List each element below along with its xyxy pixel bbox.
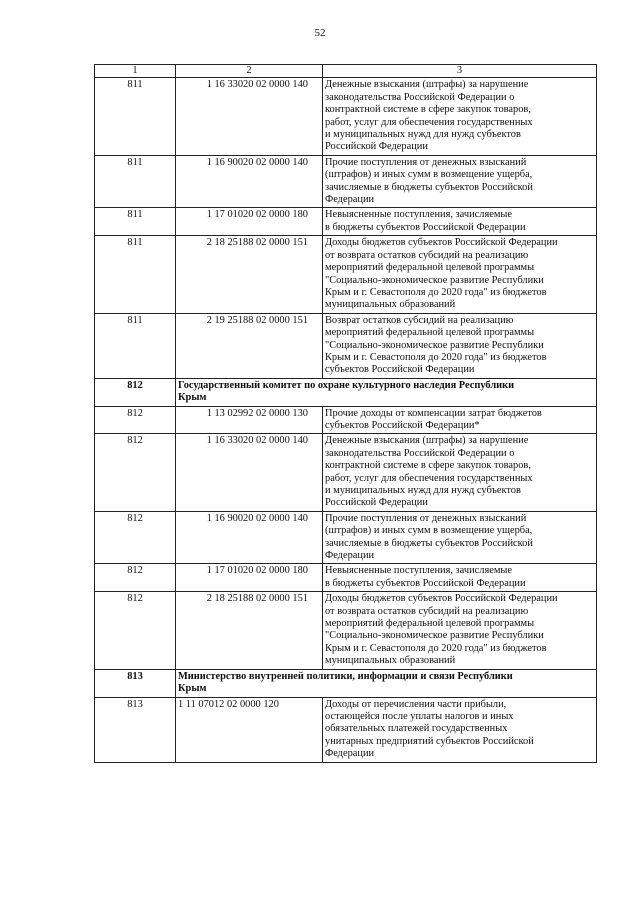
admin-code: 811 [95, 78, 176, 155]
revenue-description: Доходы от перечисления части прибыли, остающейся после уплаты налогов и иных обязательных платежей государственных унитарных предприятий субъектов Российской Федерации [323, 697, 597, 762]
column-header-2: 2 [176, 65, 323, 78]
revenue-description: Прочие поступления от денежных взысканий (штрафов) и иных сумм в возмещение ущерба, зачисляемые в бюджеты субъектов Российской Федерации [323, 155, 597, 208]
table-row [95, 208, 597, 236]
admin-code: 812 [95, 406, 176, 434]
revenue-description: Прочие поступления от денежных взысканий (штрафов) и иных сумм в возмещение ущерба, зачисляемые в бюджеты субъектов Российской Федерации [323, 511, 597, 564]
admin-code: 811 [95, 236, 176, 313]
admin-code: 812 [95, 434, 176, 511]
admin-code: 812 [95, 564, 176, 592]
budget-classification-code: 1 11 07012 02 0000 120 [176, 697, 323, 762]
revenue-description: Денежные взыскания (штрафы) за нарушение законодательства Российской Федерации о контрактной системе в сфере закупок товаров, работ, услуг для обеспечения государственных и муниципальных нужд для нужд субъектов Российской Федерации [323, 434, 597, 511]
admin-code: 812 [95, 511, 176, 564]
table-row [95, 313, 597, 378]
budget-classification-code: 2 19 25188 02 0000 151 [176, 313, 323, 378]
budget-classification-code: 2 18 25188 02 0000 151 [176, 236, 323, 313]
admin-code: 811 [95, 313, 176, 378]
page-number: 52 [314, 27, 326, 39]
org-name: Государственный комитет по охране культурного наследия Республики Крым [176, 378, 597, 406]
table-row [95, 78, 597, 155]
column-header-1: 1 [95, 65, 176, 78]
column-header-3: 3 [323, 65, 597, 78]
budget-classification-code: 1 17 01020 02 0000 180 [176, 208, 323, 236]
revenue-description: Доходы бюджетов субъектов Российской Федерации от возврата остатков субсидий на реализацию мероприятий федеральной целевой программы "Социально-экономическое развитие Республики Крым и г. Севастополя до 2020 года" из бюджетов муниципальных образований [323, 236, 597, 313]
table-row [95, 564, 597, 592]
table-row [95, 155, 597, 208]
table-row [95, 434, 597, 511]
revenue-description: Прочие доходы от компенсации затрат бюджетов субъектов Российской Федерации* [323, 406, 597, 434]
budget-classification-code: 1 16 90020 02 0000 140 [176, 511, 323, 564]
revenue-description: Невыясненные поступления, зачисляемые в бюджеты субъектов Российской Федерации [323, 564, 597, 592]
org-header-row [95, 378, 597, 406]
table-row [95, 511, 597, 564]
budget-classification-code: 2 18 25188 02 0000 151 [176, 592, 323, 669]
revenue-description: Доходы бюджетов субъектов Российской Федерации от возврата остатков субсидий на реализацию мероприятий федеральной целевой программы "Социально-экономическое развитие Республики Крым и г. Севастополя до 2020 года" из бюджетов муниципальных образований [323, 592, 597, 669]
admin-code: 811 [95, 155, 176, 208]
revenue-description: Денежные взыскания (штрафы) за нарушение законодательства Российской Федерации о контрактной системе в сфере закупок товаров, работ, услуг для обеспечения государственных и муниципальных нужд для нужд субъектов Российской Федерации [323, 78, 597, 155]
table-header-row [95, 65, 597, 78]
table-row [95, 236, 597, 313]
budget-classification-code: 1 16 90020 02 0000 140 [176, 155, 323, 208]
budget-classification-code: 1 16 33020 02 0000 140 [176, 434, 323, 511]
table-row [95, 697, 597, 762]
admin-code: 813 [95, 669, 176, 697]
admin-code: 811 [95, 208, 176, 236]
org-header-row [95, 669, 597, 697]
admin-code: 812 [95, 378, 176, 406]
admin-code: 813 [95, 697, 176, 762]
revenue-classification-table [94, 64, 597, 763]
org-name: Министерство внутренней политики, информации и связи Республики Крым [176, 669, 597, 697]
revenue-description: Возврат остатков субсидий на реализацию мероприятий федеральной целевой программы "Социально-экономическое развитие Республики Крым и г. Севастополя до 2020 года" из бюджетов субъектов Российской Федерации [323, 313, 597, 378]
budget-classification-code: 1 16 33020 02 0000 140 [176, 78, 323, 155]
table-row [95, 592, 597, 669]
budget-classification-code: 1 17 01020 02 0000 180 [176, 564, 323, 592]
budget-classification-code: 1 13 02992 02 0000 130 [176, 406, 323, 434]
table-row [95, 406, 597, 434]
revenue-description: Невыясненные поступления, зачисляемые в бюджеты субъектов Российской Федерации [323, 208, 597, 236]
admin-code: 812 [95, 592, 176, 669]
